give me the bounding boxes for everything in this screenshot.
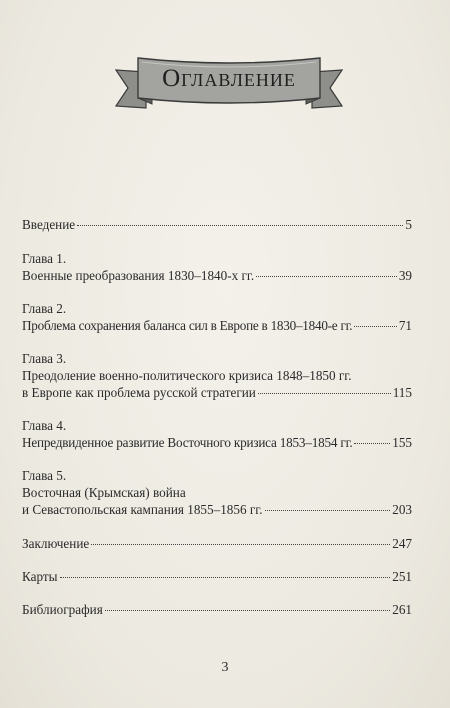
footer-page-number: 3 xyxy=(221,660,229,675)
leader-dots xyxy=(105,610,390,611)
toc-page-number: 247 xyxy=(392,536,412,551)
toc-entry-title: Военные преобразования 1830–1840-х гг. xyxy=(22,268,255,283)
toc-entry-title: Введение xyxy=(22,217,76,232)
toc-entry-title: и Севастопольская кампания 1855–1856 гг. xyxy=(22,502,263,517)
toc-line xyxy=(22,216,412,233)
toc-entry-chapter-4[interactable] xyxy=(22,417,412,451)
toc-line xyxy=(22,501,412,518)
toc-entry-chapter-1[interactable] xyxy=(22,250,412,284)
page-title: Оглавление xyxy=(162,65,296,92)
chapter-label: Глава 3. xyxy=(22,351,67,366)
toc-entry-chapter-3[interactable] xyxy=(22,350,412,401)
toc-entry-title-line: Преодоление военно-политического кризиса 1848–1850 гг. xyxy=(22,368,352,383)
toc-entry-title-line: Восточная (Крымская) война xyxy=(22,485,186,500)
toc-entry-introduction[interactable] xyxy=(22,216,412,233)
leader-dots xyxy=(354,443,390,444)
toc-page-number: 115 xyxy=(392,385,412,400)
toc-entry-title: Карты xyxy=(22,569,58,584)
leader-dots xyxy=(77,225,403,226)
toc-page-number: 261 xyxy=(392,602,412,617)
leader-dots xyxy=(354,326,396,327)
leader-dots xyxy=(91,544,390,545)
toc-entry-chapter-2[interactable] xyxy=(22,300,412,334)
toc-page-number: 251 xyxy=(392,569,412,584)
toc-line xyxy=(22,535,412,552)
toc-line xyxy=(22,317,412,334)
toc-entry-title: Непредвиденное развитие Восточного кризиса 1853–1854 гг. xyxy=(22,435,353,450)
leader-dots xyxy=(265,510,391,511)
toc-entry-title: Заключение xyxy=(22,536,90,551)
leader-dots xyxy=(256,276,397,277)
chapter-label: Глава 5. xyxy=(22,468,67,483)
toc-page-number: 203 xyxy=(392,502,412,517)
toc-line xyxy=(22,267,412,284)
table-of-contents xyxy=(22,216,412,618)
toc-line xyxy=(22,601,412,618)
toc-page-number: 71 xyxy=(398,318,412,333)
title-ribbon xyxy=(112,52,346,116)
toc-entry-title: Проблема сохранения баланса сил в Европе в 1830–1840-е гг. xyxy=(22,318,353,333)
toc-entry-conclusion[interactable] xyxy=(22,535,412,552)
toc-page-number: 5 xyxy=(405,217,412,232)
toc-line xyxy=(22,384,412,401)
toc-entry-bibliography[interactable] xyxy=(22,601,412,618)
toc-line xyxy=(22,568,412,585)
leader-dots xyxy=(60,577,391,578)
toc-entry-title: Библиография xyxy=(22,602,103,617)
leader-dots xyxy=(258,393,391,394)
chapter-label: Глава 1. xyxy=(22,251,67,266)
toc-line xyxy=(22,434,412,451)
chapter-label: Глава 4. xyxy=(22,418,67,433)
toc-page-number: 39 xyxy=(398,268,412,283)
toc-entry-title: в Европе как проблема русской стратегии xyxy=(22,385,256,400)
toc-entry-chapter-5[interactable] xyxy=(22,467,412,518)
toc-page-number: 155 xyxy=(392,435,412,450)
toc-entry-maps[interactable] xyxy=(22,568,412,585)
chapter-label: Глава 2. xyxy=(22,301,67,316)
